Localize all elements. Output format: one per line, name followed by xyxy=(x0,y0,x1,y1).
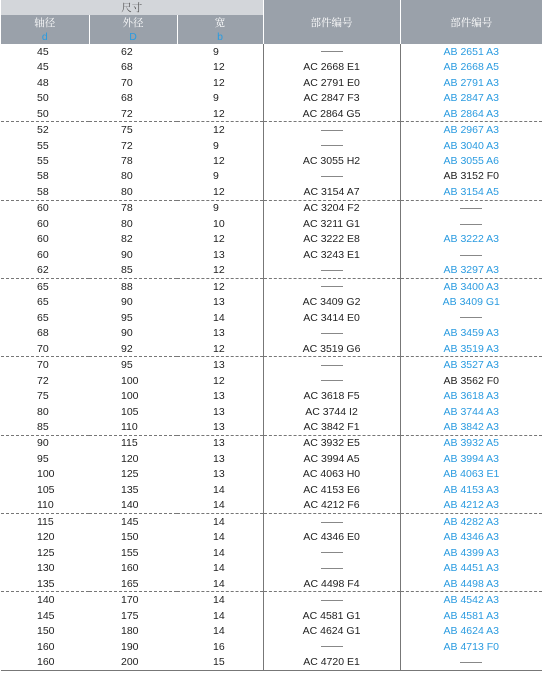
cell-shaft-dia: 150 xyxy=(37,625,55,638)
cell-ab-part xyxy=(400,247,542,262)
cell-outer-dia: 150 xyxy=(121,531,139,544)
cell-ab-part: AB 4451 A3 xyxy=(400,560,542,575)
cell-ac-part: AC 4063 H0 xyxy=(263,467,400,482)
cell-ab-part: AB 4713 F0 xyxy=(400,639,542,654)
table-row xyxy=(1,122,542,138)
cell-ac-part: AC 2668 E1 xyxy=(263,59,400,74)
empty-dash xyxy=(460,662,482,663)
cell-ac-part: AC 3204 F2 xyxy=(263,200,400,216)
cell-width: 12 xyxy=(213,155,225,168)
cell-ab-part: AB 3527 A3 xyxy=(400,357,542,373)
table-row xyxy=(1,373,542,388)
empty-dash xyxy=(321,51,343,52)
width-header: 宽 xyxy=(177,15,263,30)
table-row xyxy=(1,576,542,592)
cell-outer-dia: 72 xyxy=(121,107,133,120)
cell-width: 14 xyxy=(213,625,225,638)
empty-dash xyxy=(321,365,343,366)
cell-width: 9 xyxy=(177,200,263,216)
cell-width: 13 xyxy=(213,420,225,433)
table-row xyxy=(1,419,542,435)
cell-shaft-dia: 145 xyxy=(37,609,55,622)
cell-shaft-dia: 130 xyxy=(37,562,55,575)
cell-ac-part xyxy=(263,373,400,388)
cell-ab-part: AB 3152 F0 xyxy=(400,169,542,184)
table-row xyxy=(1,545,542,560)
cell-ac-part: AC 4624 G1 xyxy=(263,623,400,638)
cell-ab-part: AB 3222 A3 xyxy=(400,232,542,247)
cell-ac-part xyxy=(263,44,400,59)
cell-width: 9 xyxy=(213,170,219,183)
table-row xyxy=(1,357,542,373)
cell-shaft-dia: 45 xyxy=(37,61,49,74)
cell-ac-part: AC 3842 F1 xyxy=(263,419,400,435)
cell-ab-part: AB 2791 A3 xyxy=(400,75,542,90)
cell-shaft-dia: 125 xyxy=(37,546,55,559)
cell-ac-part: AC 3055 H2 xyxy=(263,153,400,168)
cell-shaft-dia: 160 xyxy=(1,654,89,670)
cell-ac-part: AC 3414 E0 xyxy=(263,310,400,325)
cell-ac-part: AC 3222 E8 xyxy=(263,232,400,247)
cell-width: 10 xyxy=(213,217,225,230)
cell-ab-part xyxy=(400,216,542,231)
cell-outer-dia: 68 xyxy=(121,92,133,105)
cell-shaft-dia: 60 xyxy=(37,233,49,246)
cell-ab-part xyxy=(400,310,542,325)
cell-width: 13 xyxy=(213,468,225,481)
cell-outer-dia: 72 xyxy=(121,139,133,152)
cell-width: 9 xyxy=(213,139,219,152)
cell-shaft-dia: 65 xyxy=(37,311,49,324)
cell-ac-part xyxy=(263,514,400,530)
empty-dash xyxy=(321,130,343,131)
cell-outer-dia: 120 xyxy=(121,452,139,465)
cell-ab-part: AB 4399 A3 xyxy=(400,545,542,560)
table-row xyxy=(1,279,542,295)
cell-width: 14 xyxy=(177,514,263,530)
cell-shaft-dia: 50 xyxy=(37,92,49,105)
empty-dash xyxy=(321,600,343,601)
cell-ac-part: AC 3409 G2 xyxy=(263,295,400,310)
cell-outer-dia: 180 xyxy=(121,625,139,638)
cell-width: 13 xyxy=(213,327,225,340)
empty-dash xyxy=(321,286,343,287)
cell-shaft-dia: 65 xyxy=(1,279,89,295)
table-row xyxy=(1,654,542,670)
cell-width: 12 xyxy=(213,264,225,277)
cell-shaft-dia: 52 xyxy=(1,122,89,138)
cell-outer-dia: 145 xyxy=(89,514,177,530)
cell-ac-part: AC 4212 F6 xyxy=(263,498,400,514)
cell-shaft-dia: 70 xyxy=(37,342,49,355)
table-row xyxy=(1,467,542,482)
cell-shaft-dia: 55 xyxy=(37,155,49,168)
size-header: 尺寸 xyxy=(121,2,143,14)
cell-outer-dia: 95 xyxy=(89,357,177,373)
table-row xyxy=(1,341,542,357)
cell-ab-part: AB 3932 A5 xyxy=(400,435,542,451)
cell-ab-part: AB 3744 A3 xyxy=(400,404,542,419)
table-header xyxy=(1,0,542,44)
table-row xyxy=(1,388,542,403)
cell-outer-dia: 80 xyxy=(121,217,133,230)
cell-outer-dia: 70 xyxy=(121,76,133,89)
cell-ac-part xyxy=(263,325,400,340)
cell-shaft-dia: 68 xyxy=(37,327,49,340)
cell-ac-part xyxy=(263,545,400,560)
table-row xyxy=(1,184,542,200)
table-row xyxy=(1,44,542,59)
cell-ac-part: AC 3744 I2 xyxy=(263,404,400,419)
empty-dash xyxy=(460,255,482,256)
cell-ab-part: AB 3400 A3 xyxy=(400,279,542,295)
cell-outer-dia: 85 xyxy=(121,264,133,277)
cell-outer-dia: 82 xyxy=(121,233,133,246)
cell-outer-dia: 200 xyxy=(89,654,177,670)
table-row xyxy=(1,608,542,623)
table-row xyxy=(1,247,542,262)
empty-dash xyxy=(460,317,482,318)
cell-ab-part: AB 4282 A3 xyxy=(400,514,542,530)
table-row xyxy=(1,404,542,419)
cell-width: 13 xyxy=(177,435,263,451)
cell-width: 15 xyxy=(177,654,263,670)
table-row xyxy=(1,295,542,310)
cell-shaft-dia: 58 xyxy=(37,185,49,198)
outer-dia-symbol: D xyxy=(89,30,177,44)
cell-ab-part: AB 4153 A3 xyxy=(400,482,542,497)
cell-ab-part: AB 2668 A5 xyxy=(400,59,542,74)
cell-shaft-dia: 90 xyxy=(1,435,89,451)
cell-outer-dia: 92 xyxy=(121,342,133,355)
cell-shaft-dia: 80 xyxy=(37,405,49,418)
cell-outer-dia: 100 xyxy=(121,374,139,387)
table-row xyxy=(1,623,542,638)
cell-shaft-dia: 58 xyxy=(37,170,49,183)
cell-width: 12 xyxy=(213,233,225,246)
cell-ab-part: AB 3618 A3 xyxy=(400,388,542,403)
cell-ac-part: AC 4346 E0 xyxy=(263,530,400,545)
table-row xyxy=(1,325,542,340)
empty-dash xyxy=(321,333,343,334)
cell-ac-part xyxy=(263,560,400,575)
cell-ab-part: AB 4542 A3 xyxy=(400,592,542,608)
empty-dash xyxy=(321,646,343,647)
cell-shaft-dia: 135 xyxy=(37,577,55,590)
cell-ac-part: AC 3154 A7 xyxy=(263,184,400,200)
cell-width: 9 xyxy=(213,45,219,58)
cell-ab-part: AB 3842 A3 xyxy=(400,419,542,435)
cell-outer-dia: 80 xyxy=(121,185,133,198)
cell-ac-part: AC 2864 G5 xyxy=(263,106,400,122)
shaft-dia-header: 轴径 xyxy=(34,17,56,29)
cell-width: 14 xyxy=(213,499,225,512)
cell-shaft-dia: 60 xyxy=(37,248,49,261)
cell-outer-dia: 62 xyxy=(121,45,133,58)
cell-ab-part: AB 2864 A3 xyxy=(400,106,542,122)
cell-ab-part: AB 4581 A3 xyxy=(400,608,542,623)
table-row xyxy=(1,498,542,514)
empty-dash xyxy=(321,380,343,381)
table-row xyxy=(1,138,542,153)
cell-shaft-dia: 45 xyxy=(37,45,49,58)
cell-ac-part: AC 3243 E1 xyxy=(263,247,400,262)
cell-ac-part xyxy=(263,263,400,279)
cell-ab-part: AB 3519 A3 xyxy=(400,341,542,357)
cell-ac-part: AC 4581 G1 xyxy=(263,608,400,623)
cell-ab-part: AB 4346 A3 xyxy=(400,530,542,545)
cell-ac-part: AC 3211 G1 xyxy=(263,216,400,231)
empty-dash xyxy=(321,145,343,146)
table-row xyxy=(1,263,542,279)
empty-dash xyxy=(321,522,343,523)
cell-outer-dia: 110 xyxy=(121,420,138,433)
table-row xyxy=(1,232,542,247)
cell-width: 12 xyxy=(213,76,225,89)
cell-ab-part: AB 3055 A6 xyxy=(400,153,542,168)
cell-width: 12 xyxy=(213,374,225,387)
cell-ac-part xyxy=(263,639,400,654)
cell-shaft-dia: 60 xyxy=(1,200,89,216)
outer-dia-header: 外径 xyxy=(89,15,177,30)
cell-shaft-dia: 70 xyxy=(1,357,89,373)
cell-ab-part: AB 4624 A3 xyxy=(400,623,542,638)
table-row xyxy=(1,90,542,105)
cell-ab-part: AB 3040 A3 xyxy=(400,138,542,153)
cell-shaft-dia: 85 xyxy=(37,420,49,433)
cell-width: 13 xyxy=(213,248,225,261)
cell-shaft-dia: 55 xyxy=(37,139,49,152)
cell-shaft-dia: 95 xyxy=(37,452,49,465)
cell-ab-part: AB 3154 A5 xyxy=(400,184,542,200)
cell-shaft-dia: 48 xyxy=(37,76,49,89)
cell-ac-part: AC 3519 G6 xyxy=(263,341,400,357)
table-row xyxy=(1,169,542,184)
table-row xyxy=(1,200,542,216)
cell-ab-part: AB 4063 E1 xyxy=(400,467,542,482)
cell-shaft-dia: 72 xyxy=(37,374,49,387)
cell-ac-part xyxy=(263,169,400,184)
cell-shaft-dia: 62 xyxy=(37,264,49,277)
cell-outer-dia: 90 xyxy=(121,327,133,340)
table-row xyxy=(1,592,542,608)
cell-width: 12 xyxy=(213,61,225,74)
cell-shaft-dia: 140 xyxy=(1,592,89,608)
cell-ab-part: AB 3562 F0 xyxy=(400,373,542,388)
cell-outer-dia: 78 xyxy=(89,200,177,216)
cell-outer-dia: 68 xyxy=(121,61,133,74)
table-row xyxy=(1,310,542,325)
cell-ac-part xyxy=(263,357,400,373)
part-no-ab-header: 部件编号 xyxy=(400,0,542,44)
cell-shaft-dia: 115 xyxy=(1,514,89,530)
cell-ac-part: AC 3618 F5 xyxy=(263,388,400,403)
cell-width: 14 xyxy=(213,483,225,496)
cell-outer-dia: 140 xyxy=(121,499,139,512)
table-row xyxy=(1,59,542,74)
table-row xyxy=(1,482,542,497)
cell-outer-dia: 135 xyxy=(121,483,139,496)
cell-width: 14 xyxy=(213,531,225,544)
cell-width: 16 xyxy=(213,640,225,653)
cell-ab-part: AB 3409 G1 xyxy=(400,295,542,310)
cell-ab-part xyxy=(400,654,542,670)
width-symbol: b xyxy=(177,30,263,44)
empty-dash xyxy=(321,568,343,569)
cell-ac-part: AC 3994 A5 xyxy=(263,451,400,466)
cell-outer-dia: 100 xyxy=(121,390,139,403)
table-row xyxy=(1,530,542,545)
cell-ab-part: AB 4498 A3 xyxy=(400,576,542,592)
cell-outer-dia: 80 xyxy=(121,170,133,183)
cell-width: 12 xyxy=(213,342,225,355)
cell-width: 14 xyxy=(213,609,225,622)
empty-dash xyxy=(321,270,343,271)
cell-outer-dia: 170 xyxy=(89,592,177,608)
cell-ac-part: AC 3932 E5 xyxy=(263,435,400,451)
cell-width: 14 xyxy=(213,546,225,559)
table-row xyxy=(1,75,542,90)
part-no-ac-header: 部件编号 xyxy=(263,0,400,44)
cell-shaft-dia: 100 xyxy=(37,468,55,481)
cell-shaft-dia: 75 xyxy=(37,390,49,403)
empty-dash xyxy=(321,176,343,177)
cell-outer-dia: 88 xyxy=(89,279,177,295)
table-row xyxy=(1,216,542,231)
cell-ac-part: AC 4153 E6 xyxy=(263,482,400,497)
cell-width: 12 xyxy=(213,107,225,120)
cell-shaft-dia: 110 xyxy=(37,499,54,512)
cell-width: 12 xyxy=(177,279,263,295)
cell-width: 13 xyxy=(213,296,225,309)
cell-ab-part: AB 2967 A3 xyxy=(400,122,542,138)
cell-width: 14 xyxy=(213,562,225,575)
cell-width: 12 xyxy=(213,185,225,198)
table-row xyxy=(1,514,542,530)
table-row xyxy=(1,639,542,654)
cell-ab-part: AB 3459 A3 xyxy=(400,325,542,340)
cell-width: 14 xyxy=(213,577,225,590)
cell-ac-part: AC 2847 F3 xyxy=(263,90,400,105)
cell-outer-dia: 115 xyxy=(89,435,177,451)
cell-outer-dia: 155 xyxy=(121,546,139,559)
cell-ac-part xyxy=(263,279,400,295)
empty-dash xyxy=(321,552,343,553)
cell-shaft-dia: 105 xyxy=(37,483,55,496)
cell-outer-dia: 95 xyxy=(121,311,133,324)
cell-ac-part: AC 4498 F4 xyxy=(263,576,400,592)
empty-dash xyxy=(460,224,482,225)
cell-width: 13 xyxy=(213,452,225,465)
cell-shaft-dia: 50 xyxy=(37,107,49,120)
table-body xyxy=(1,44,542,670)
cell-width: 14 xyxy=(213,311,225,324)
cell-shaft-dia: 65 xyxy=(37,296,49,309)
cell-outer-dia: 125 xyxy=(121,468,139,481)
cell-width: 9 xyxy=(213,92,219,105)
cell-outer-dia: 175 xyxy=(121,609,139,622)
table-row xyxy=(1,560,542,575)
parts-table xyxy=(1,0,542,671)
table-row xyxy=(1,153,542,168)
empty-dash xyxy=(460,208,482,209)
cell-ab-part: AB 3297 A3 xyxy=(400,263,542,279)
cell-ac-part: AC 2791 E0 xyxy=(263,75,400,90)
cell-ab-part: AB 4212 A3 xyxy=(400,498,542,514)
cell-ab-part: AB 2847 A3 xyxy=(400,90,542,105)
cell-width: 14 xyxy=(177,592,263,608)
cell-ac-part: AC 4720 E1 xyxy=(263,654,400,670)
cell-ab-part: AB 3994 A3 xyxy=(400,451,542,466)
cell-shaft-dia: 160 xyxy=(37,640,55,653)
cell-ac-part xyxy=(263,592,400,608)
cell-ab-part xyxy=(400,200,542,216)
cell-width: 13 xyxy=(177,357,263,373)
cell-shaft-dia: 120 xyxy=(37,531,55,544)
cell-shaft-dia: 60 xyxy=(37,217,49,230)
cell-width: 12 xyxy=(177,122,263,138)
cell-width: 13 xyxy=(213,390,225,403)
cell-outer-dia: 190 xyxy=(121,640,139,653)
table-row xyxy=(1,451,542,466)
cell-outer-dia: 90 xyxy=(121,248,133,261)
cell-outer-dia: 160 xyxy=(121,562,139,575)
table-row xyxy=(1,435,542,451)
cell-outer-dia: 105 xyxy=(121,405,139,418)
cell-ac-part xyxy=(263,122,400,138)
cell-outer-dia: 165 xyxy=(121,577,139,590)
shaft-dia-symbol: d xyxy=(41,31,48,43)
cell-outer-dia: 90 xyxy=(121,296,133,309)
cell-width: 13 xyxy=(213,405,225,418)
cell-outer-dia: 75 xyxy=(89,122,177,138)
cell-ac-part xyxy=(263,138,400,153)
table-row xyxy=(1,106,542,122)
cell-outer-dia: 78 xyxy=(121,155,133,168)
cell-ab-part: AB 2651 A3 xyxy=(400,44,542,59)
